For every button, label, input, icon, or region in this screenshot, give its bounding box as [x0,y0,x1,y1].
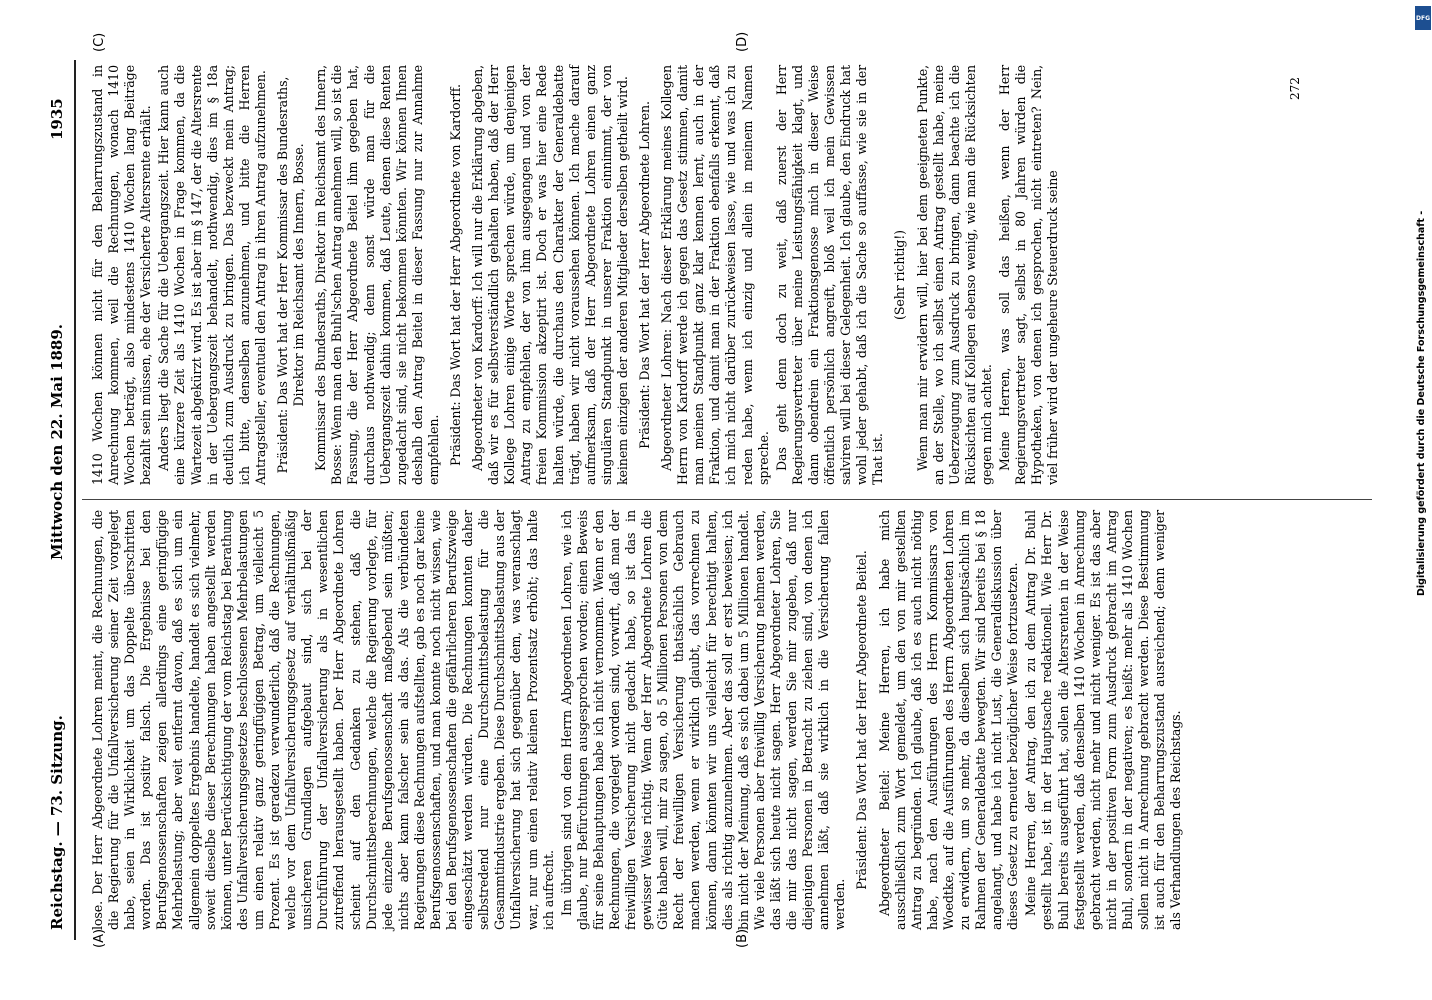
paragraph: Meine Herren, was soll das heißen, wenn der Herr Regierungsvertreter sagt, selbst in 80 Jahren würden die Hypotheken, von denen ich gesprochen, nicht eintreten? Nein, viel früher wird der ungeheure Steuerdruck seine [996,65,1061,485]
paragraph: Kommissar des Bundesraths, Direktor im Reichsamt des Innern, Bosse: Wenn man den Buhl'schen Antrag annehmen will, so ist die Fassung, die der Herr Abgeordnete Beitel ihm gegeben hat, durchaus nothwendig; denn sonst würde man für die Uebergangszeit dahin kommen, daß Leute, denen diese Renten zugedacht sind, sie nicht bekommen könnten. Wir können Ihnen deshalb den Antrag Beitel in dieser Fassung nur zur Annahme empfehlen. [313,65,441,485]
margin-marker-d: (D) [735,31,750,52]
column-divider [82,499,1372,500]
paragraph: Abgeordneter Beitel: Meine Herren, ich habe mich ausschließlich zum Wort gemeldet, um den von mir gestellten Antrag zu begründen. Ich glaube, daß ich es auch nicht nöthig habe, nach den Ausführungen des Herrn Kommissars von Woedtke, auf die Ausführungen des Herrn Abgeordneten Lohren zu erwidern, um so mehr, da dieselben sich hauptsächlich im Rahmen der Generaldebatte bewegten. Wir sind bereits bei § 18 angelangt, und habe ich nicht Lust, die Generaldiskussion über dieses Gesetz zu erneuter bezüglicher Weise fortzusetzen. [876,510,1021,930]
running-header-date: Mittwoch den 22. Mai 1889. [48,323,66,560]
page-number: 1935 [48,98,66,140]
paragraph: Meine Herren, der Antrag, den ich zu dem Antrag Dr. Buhl gestellt habe, ist in der Hauptsache redaktionell. Wie Herr Dr. Buhl bereits ausgeführt hat, sollen die Altersrenten in der Weise festgestellt werden, daß denselben 1410 Wochen in Anrechnung gebracht werden, nicht mehr und nicht weniger. Es ist das aber nicht in der positiven Form zum Ausdruck gebracht im Antrag Buhl, sondern in der negativen; es heißt: mehr als 1410 Wochen sollen nicht in Anrechnung gebracht werden. Diese Bestimmung ist auch für den Beharrungszustand ausreichend; denn weniger als Verhandlungen des Reichstags. [1023,510,1184,930]
paragraph: Im übrigen sind von dem Herrn Abgeordneten Lohren, wie ich glaube, nur Befürchtungen ausgesprochen worden; einen Beweis für seine Behauptungen habe ich nicht vernommen. Wenn er den Rechnungen, die vorgelegt worden sind, vorwirft, daß man der freiwilligen Versicherung nicht gedacht habe, so ist das in gewisser Weise richtig. Wenn der Herr Abgeordnete Lohren die Güte haben will, mir zu sagen, ob 5 Millionen Personen von dem Recht der freiwilligen Versicherung thatsächlich Gebrauch machen werden, wenn er wirklich glaubt, das vorrechnen zu können, dann könnten wir uns vielleicht für berechtigt halten, dies als richtig anzunehmen. Aber das soll er erst beweisen; ich bin nicht der Meinung, daß es sich dabei um 5 Millionen handelt. Wie viele Personen aber freiwillig Versicherung nehmen werden, das läßt sich heute nicht sagen. Herr Abgeordneter Lohren, Sie die mir das nicht sagen, werden Sie mir zugeben, daß nur diejenigen Personen in Betracht zu ziehen sind, von denen ich annehmen läßt, daß sie wirklich in die Versicherung fallen werden. [558,510,848,930]
margin-marker-a: (A) [92,928,107,948]
right-column [90,65,1063,485]
paragraph: Abgeordneter von Kardorff: Ich will nur die Erklärung abgeben, daß wir es für selbstverständlich gehalten haben, daß der Herr Kollege Lohren einige Worte sprechen würde, um denjenigen Antrag zu empfehlen, der von ihm ausgegangen und von der freien Kommission akzeptirt ist. Doch er was hier eine Rede halten würde, die durchaus den Charakter der Generaldebatte trägt, haben wir nicht voraussehen können. Ich mache darauf aufmerksam, daß der Herr Abgeordnete Lohren einen ganz singulären Standpunkt in unserer Fraktion einnimmt, der von keinem einzigen der anderen Mitglieder derselben getheilt wird. [470,65,630,485]
interjection: (Sehr richtig!) [892,230,908,320]
speaker-heading: Präsident: Das Wort hat der Herr Abgeordnete Beitel. [854,550,870,890]
running-header-left: Reichstag. — 73. Sitzung. [48,715,66,930]
digitization-credit: Digitalisierung gefördert durch die Deutsche Forschungsgemeinschaft - [1416,210,1427,596]
paragraph: Anders liegt die Sache für die Uebergangszeit. Hier kann auch eine kürzere Zeit als 1410 Wochen in Frage kommen, da die Wartezeit abgekürzt wird. Es ist aber im § 147, der die Altersrente in der Uebergangszeit behandelt, nothwendig, dies im § 18a deutlich zum Ausdruck zu bringen. Das bezweckt mein Antrag; ich bitte, denselben anzunehmen, und bitte die Herren Antragsteller, eventuell den Antrag in ihren Antrag aufzunehmen. [156,65,268,485]
handwritten-page-stamp: 272 [1288,77,1302,100]
dfg-logo-icon: DFG [1415,6,1431,30]
left-column [90,510,1186,930]
paragraph: 1410 Wochen können nicht für den Beharrungszustand in Anrechnung kommen, weil die Rechnungen, wonach 1410 Wochen beträgt, also mindestens 1410 Wochen lang Beiträge bezahlt sein müssen, ehe der Versicherte Altersrente erhält. [90,65,154,485]
header-rule [74,60,76,940]
paragraph: Abgeordneter Lohren: Nach dieser Erklärung meines Kollegen Herrn von Kardorff werde ich gegen das Gesetz stimmen, damit man meinen Standpunkt ganz klar kennen lernt, auch in der Fraktion, und damit man in der Fraktion ebenfalls erkennt, daß ich mich nicht darüber zurückweisen lasse, wie und was ich zu reden habe, wenn ich einzig und allein in meinem Namen spreche. [659,65,771,485]
speaker-heading: Präsident: Das Wort hat der Herr Abgeordnete von Kardorff. [447,84,463,466]
digitization-strip [1414,0,1432,1000]
speaker-heading: Präsident: Das Wort hat der Herr Kommissar des Bundesraths, Direktor im Reichsamt des Innern, Bosse. [275,76,307,474]
margin-marker-c: (C) [92,32,107,52]
speaker-heading: Präsident: Das Wort hat der Herr Abgeordnete Lohren. [637,101,652,449]
margin-marker-b: (B) [735,928,750,948]
paragraph: Das geht denn doch zu weit, daß zuerst der Herr Regierungsvertreter über meine Leistungsfähigkeit klagt, und dann obendrein ein Fraktionsgenosse mich in dieser Weise öffentlich persönlich angreift, bloß weil ich mein Gewissen salviren will bei dieser Gelegenheit. Ich glaube, den Eindruck hat wohl jeder gehabt, daß ich die Sache so auffasse, wie sie in der That ist. [773,65,886,485]
paragraph: lose. Der Herr Abgeordnete Lohren meint, die Rechnungen, die die Regierung für die Unfallversicherung seiner Zeit vorgelegt habe, seien in Wirklichkeit um das Doppelte überschritten worden. Das ist positiv falsch. Die Ergebnisse bei den Berufsgenossenschaften zeigen allerdings eine geringfügige Mehrbelastung; aber weit entfernt davon, daß es sich um ein allgemein doppeltes Ergebnis handelte, handelt es sich vielmehr, soweit dieselbe dieser Berechnungen haben angestellt werden können, unter Berücksichtigung der vom Reichstag bei Berathung des Unfallversicherungsgesetzes beschlossenen Mehrbelastungen um einen relativ ganz geringfügigen Betrag, um vielleicht 5 Prozent. Es ist geradezu verwunderlich, daß die Rechnungen, welche vor dem Unfallversicherungsgesetz auf verhältnißmäßig unsicheren Grundlagen aufgebaut sind, sich bei der Durchführung der Unfallversicherung als in wesentlichen zutreffend herausgestellt haben. Der Herr Abgeordnete Lohren scheint auf den Gedanken zu stehen, daß die Durchschnittsberechnungen, welche die Regierung vorlegte, für jede einzelne Berufsgenossenschaft maßgebend sein müßten; nichts aber kann falscher sein als das. Als die verbündeten Regierungen diese Rechnungen aufstellten, gab es noch gar keine Berufsgenossenschaften, und man konnte noch nicht wissen, wie bei den Berufsgenossenschaften die gefährlicheren Berufszweige eingeschätzt werden würden. Die Rechnungen konnten daher selbstredend nur eine Durchschnittsbelastung für die Gesammtindustrie ergeben. Diese Durchschnittsbelastung aus der Unfallversicherung hat sich gegenüber dem, was veranschlagt war, nur um einen relativ kleinen Prozentsatz erhöht; das halte ich aufrecht. [90,510,556,930]
paragraph: Wenn man mir erwidern will, hier bei dem geeigneten Punkte, an der Stelle, wo ich selbst einen Antrag gestellt habe, meine Ueberzeugung zum Ausdruck zu bringen, dann beachte ich die Rücksichten auf Kollegen ebenso wenig, wie man die Rücksichten gegen mich achtet. [914,65,994,485]
